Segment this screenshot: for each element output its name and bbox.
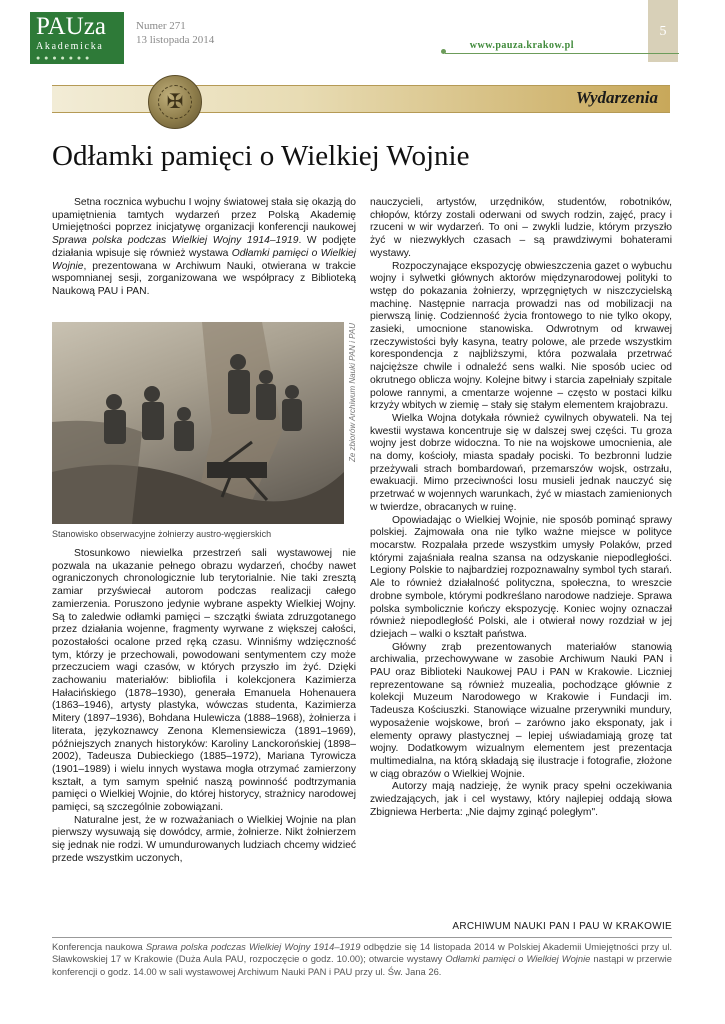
paragraph-6: Wielka Wojna dotykała również cywilnych obywateli. Na tej kwestii wystawa koncentruje się w dalszej swej części. Tu groza wojny jest dobrze widoczna. To nie na wojskowe umocnienia, ale na domy, kościoły, miasta spadały pociski. To bezbronni ludzie przeżywali strach bombardowań, przemarszów wojsk, ostrzału, ewakuacji. Mimo przeciwności losu musieli jednak nauczyć się przetrwać w wojennych warunkach, żyć w miastach zamienionych w twierdze, obracanych w ruinę. xyxy=(370,412,672,513)
article-signature: ARCHIWUM NAUKI PAN I PAU W KRAKOWIE xyxy=(452,921,672,932)
photo-credit: Ze zbiorów Archiwum Nauki PAN i PAU xyxy=(348,323,357,462)
article-photo xyxy=(52,322,344,524)
column-left-bottom xyxy=(52,548,356,866)
issue-info xyxy=(136,19,214,47)
header-rule xyxy=(445,53,679,54)
paragraph-5: Rozpoczynające ekspozycję obwieszczenia gazet o wybuchu wojny i sylwetki głównych aktorów międzynarodowej polityki to wstęp do pokazania żołnierzy, wprzęgniętych w niszczycielską machinę. Następnie narracja prowadzi nas od mobilizacji na pierwszą linię. Codzienność życia frontowego to nie tylko okopy, zasieki, umocnione stanowiska. Odwrotnym od krwawej rzeczywistości były kasyna, teatry polowe, ale przede wszystkim korespondencja z najbliższymi, która pozwalała przetrwać najcięższe chwile i odnaleźć sens walki. Nie sposób uciec od okrutnego oblicza wojny. Kolejne bitwy i starcia zapełniały szpitale polowe rannymi, a cmentarze wojenne – często w postaci kilku krzyży wbitych w ziemię – stały się stałym elementem krajobrazu. xyxy=(370,260,672,412)
pauza-logo xyxy=(30,12,124,64)
paragraph-9: Autorzy mają nadzieję, że wynik pracy spełni oczekiwania zwiedzających, jak i cel wystawy, który najlepiej oddają słowa Zbigniewa Herberta: „Nie dajmy zginąć poległym". xyxy=(370,781,672,818)
medal-emblem xyxy=(148,75,202,129)
photo-caption: Stanowisko obserwacyjne żołnierzy austro-węgierskich xyxy=(52,529,272,539)
issue-number: Numer 271 xyxy=(136,20,186,32)
logo-title: PAUza xyxy=(36,13,106,40)
logo-dots: ● ● ● ● ● ● ● xyxy=(36,55,91,62)
article-title: Odłamki pamięci o Wielkiej Wojnie xyxy=(52,140,470,172)
footnote: Konferencja naukowa Sprawa polska podczas Wielkiej Wojny 1914–1919 odbędzie się 14 listopada 2014 w Polskiej Akademii Umiejętności przy ul. Sławkowskiej 17 w Krakowie (Duża Aula PAU, rozpoczęcie o godz. 10.00); otwarcie wystawy Odłamki pamięci o Wielkiej Wojnie nastąpi w przerwie konferencji o godz. 14.00 w sali wystawowej Archiwum Nauki PAN i PAU przy ul. Św. Jana 26. xyxy=(52,941,673,977)
column-left-top xyxy=(52,197,356,299)
website-link[interactable]: www.pauza.krakow.pl xyxy=(469,40,574,51)
logo-subtitle: Akademicka xyxy=(36,41,104,52)
paragraph-intro: Setna rocznica wybuchu I wojny światowej stała się okazją do upamiętnienia tamtych wydarzeń przez Polską Akademię Umiejętności poprzez inicjatywę organizacji konferencji naukowej Sprawa polska podczas Wielkiej Wojny 1914–1919. W podjęte działania wpisuje się również wystawa Odłamki pamięci o Wielkiej Wojnie, prezentowana w Archiwum Nauki, otwierana w trakcie wspomnianej sesji, zorganizowana we współpracy z Biblioteką Naukową PAU i PAN. xyxy=(52,197,357,297)
paragraph-2: Stosunkowo niewielka przestrzeń sali wystawowej nie pozwala na ukazanie pełnego obrazu wydarzeń, choćby nawet ograniczonych chronologicznie lub terytorialnie. Nie taki zresztą zamiar przyświecał autorom podczas realizacji całego zamierzenia. Poruszono jedynie wybrane aspekty Wielkiej Wojny. Są to zaledwie odłamki pamięci – szczątki świata zdruzgotanego przez działania wojenne, fragmenty wyrwane z większej całości, pozostałości ocalone przed ręką czasu. Winniśmy wdzięczność tym, którzy je przechowali, powodowani sentymentem czy może przeczuciem wagi czasów, w których przyszło im żyć. Dzięki zachowaniu materiałów: bibliofila i kolekcjonera Kazimierza Hałacińskiego (1878–1930), generała Emanuela Hohenauera (1863–1946), artysty plastyka, wówczas studenta, Kazimierza Mitery (1897–1936), Bohdana Hulewicza (1888–1968), żołnierza i literata, językoznawcy Zenona Klemensiewicza (1891–1969), późniejszych znanych historyków: Karoliny Lanckorońskiej (1898–2002), Tadeusza Dubieckiego (1885–1972), Mariana Tyrowicza (1901–1989) i wielu innych wystawa mogła otrzymać zamierzony kształt, a tym samym spełnić naszą powinność podtrzymania pamięci o Wielkiej Wojnie, do której historycy, strażnicy narodowej pamięci, są szczególnie zobowiązani. xyxy=(52,548,356,814)
eagle-icon: ✠ xyxy=(166,91,184,113)
paragraph-7: Opowiadając o Wielkiej Wojnie, nie sposób pominąć sprawy polskiej. Zajmowała ona nie tylko ważne miejsce w polityce mocarstw. Rozpalała przede wszystkim umysły Polaków, przed którymi zajaśniała realna szansa na odzyskanie niepodległości. Legiony Polskie to najbardziej rozpoznawalny symbol tych starań. Ale to również działalność polityczna, społeczna, to wreszcie drobne symbole, którymi podkreślano narodowe nadzieje. Sprawa polska symbolicznie kończy ekspozycję. Koniec wojny oznaczał również niepodległość Polski, ale i otwierał nowy rozdział w jej dziejach – walki o kształt państwa. xyxy=(370,514,672,640)
issue-date: 13 listopada 2014 xyxy=(136,34,215,46)
page-number: 5 xyxy=(648,0,678,62)
paragraph-3: Naturalne jest, że w rozważaniach o Wielkiej Wojnie na plan pierwszy wysuwają się dowódcy, armie, żołnierze. Nikt żołnierzem się jednak nie rodzi. W umundurowanych ludziach chcemy widzieć przede wszystkim uczonych, xyxy=(52,814,356,864)
section-label: Wydarzenia xyxy=(575,88,658,107)
column-right xyxy=(370,197,672,819)
section-banner xyxy=(52,85,670,113)
paragraph-4: nauczycieli, artystów, urzędników, studentów, robotników, chłopów, którzy zostali oderwani od swych rodzin, zajęć, pracy i rzuceni w wir wydarzeń. To oni – zwykli ludzie, którym przyszło żyć w niezwykłych czasach – są prawdziwymi bohaterami wystawy. xyxy=(370,197,672,259)
footnote-rule xyxy=(52,937,672,938)
paragraph-8: Główny zrąb prezentowanych materiałów stanowią archiwalia, przechowywane w zasobie Archiwum Nauki PAN i PAU oraz Biblioteki Naukowej PAU i PAN w Krakowie. Liczniej reprezentowane są również muzealia, pochodzące głównie z kolekcji Muzeum Narodowego w Krakowie i Fundacji im. Tadeusza Kościuszki. Stanowiące wizualne przerywniki mundury, wyposażenie wojskowe, broń – zarówno jako eksponaty, jak i elementy oprawy plastycznej – lepiej uświadamiają grozę tat wojny. Dodatkowym wizualnym elementem jest prezentacja multimedialna, na którą składają się ilustracje i fotografie, złożone w ciąg obrazów o Wielkiej Wojnie. xyxy=(370,641,672,780)
soldiers-photo-illustration xyxy=(52,322,344,524)
